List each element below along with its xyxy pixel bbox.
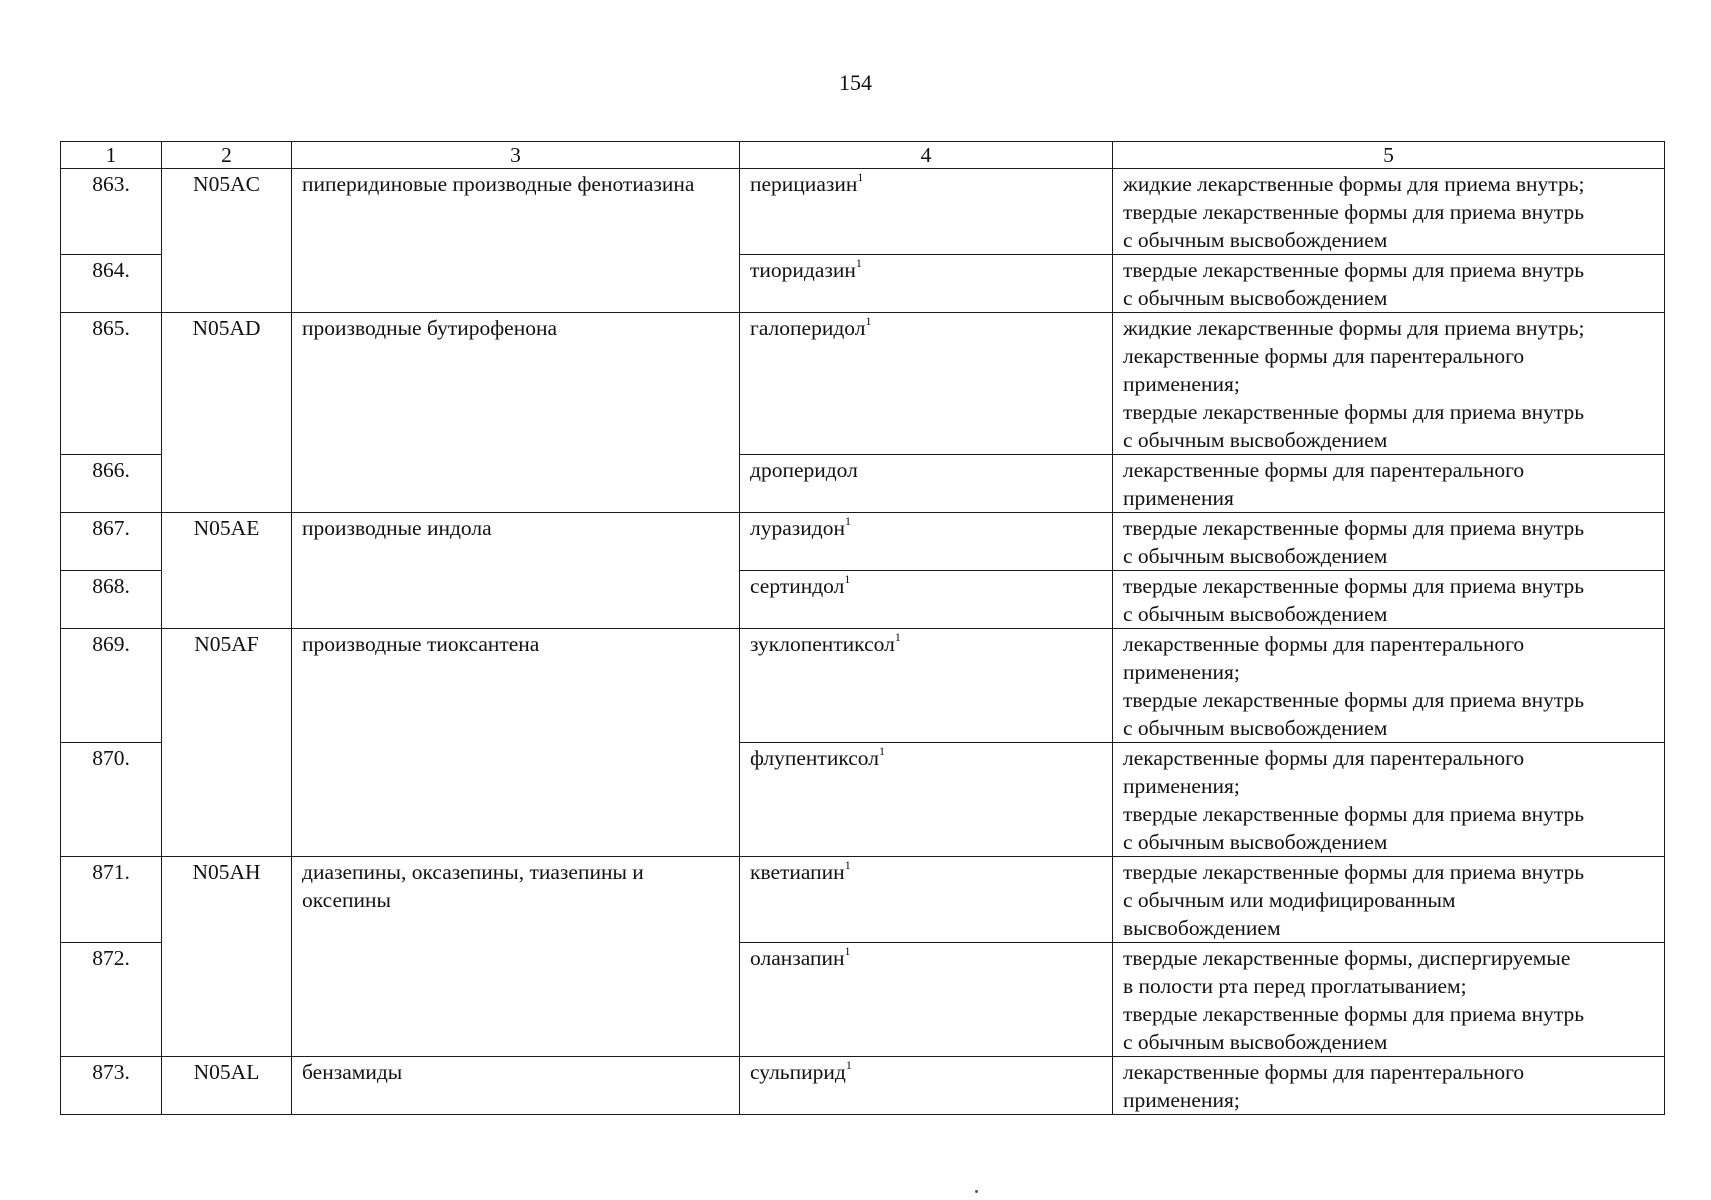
dosage-form-line: жидкие лекарственные формы для приема внутрь;	[1123, 172, 1585, 196]
page-number: 154	[839, 70, 872, 95]
row-number: 866.	[61, 455, 162, 513]
dosage-form-line: твердые лекарственные формы для приема внутрь	[1123, 802, 1585, 826]
table-header-row	[61, 142, 1665, 169]
dosage-forms	[1113, 313, 1665, 455]
scan-speck	[975, 1190, 978, 1193]
atc-code: N05AD	[162, 313, 292, 513]
drug-name: луразидон	[750, 516, 845, 540]
column-header: 4	[740, 142, 1113, 169]
footnote-marker: 1	[844, 513, 851, 528]
dosage-form-line: с обычным или модифицированным	[1123, 888, 1456, 912]
drug-name: зуклопентиксол	[750, 632, 895, 656]
dosage-forms	[1113, 455, 1665, 513]
dosage-form-line: с обычным высвобождением	[1123, 602, 1388, 626]
dosage-form-line: применения;	[1123, 774, 1240, 798]
row-number: 871.	[61, 857, 162, 943]
dosage-form-line: с обычным высвобождением	[1123, 830, 1388, 854]
dosage-forms	[1113, 169, 1665, 255]
table-row	[61, 857, 1665, 943]
drug-cell	[740, 455, 1113, 513]
footnote-marker: 1	[894, 629, 901, 644]
drug-cell	[740, 743, 1113, 857]
drug-cell	[740, 629, 1113, 743]
drug-cell	[740, 1057, 1113, 1115]
drug-name: оланзапин	[750, 946, 845, 970]
dosage-form-line: твердые лекарственные формы для приема внутрь	[1123, 688, 1585, 712]
pharmacological-group: бензамиды	[292, 1057, 740, 1115]
dosage-form-line: твердые лекарственные формы для приема внутрь	[1123, 860, 1585, 884]
row-number: 867.	[61, 513, 162, 571]
dosage-form-line: в полости рта перед проглатыванием;	[1123, 974, 1467, 998]
dosage-forms	[1113, 943, 1665, 1057]
column-header: 5	[1113, 142, 1665, 169]
dosage-form-line: применения;	[1123, 372, 1240, 396]
footnote-marker: 1	[855, 255, 862, 270]
dosage-forms	[1113, 571, 1665, 629]
drug-name: кветиапин	[750, 860, 845, 884]
row-number: 872.	[61, 943, 162, 1057]
column-header: 3	[292, 142, 740, 169]
dosage-form-line: с обычным высвобождением	[1123, 544, 1388, 568]
table-row	[61, 313, 1665, 455]
drug-cell	[740, 571, 1113, 629]
pharmacological-group: производные бутирофенона	[292, 313, 740, 513]
row-number: 870.	[61, 743, 162, 857]
drug-name: сертиндол	[750, 574, 845, 598]
dosage-form-line: применения;	[1123, 660, 1240, 684]
drug-name: сульпирид	[750, 1060, 846, 1084]
dosage-form-line: применения;	[1123, 1088, 1240, 1112]
dosage-form-line: лекарственные формы для парентерального	[1123, 344, 1525, 368]
drug-name: дроперидол	[750, 458, 858, 482]
pharmacological-group: пиперидиновые производные фенотиазина	[292, 169, 740, 313]
pharmacological-group: диазепины, оксазепины, тиазепины и оксепины	[292, 857, 740, 1057]
row-number: 873.	[61, 1057, 162, 1115]
dosage-form-line: с обычным высвобождением	[1123, 1030, 1388, 1054]
dosage-forms	[1113, 629, 1665, 743]
row-number: 863.	[61, 169, 162, 255]
atc-code: N05AE	[162, 513, 292, 629]
drug-cell	[740, 255, 1113, 313]
drug-cell	[740, 857, 1113, 943]
footnote-marker: 1	[865, 313, 872, 328]
table-row	[61, 1057, 1665, 1115]
dosage-forms	[1113, 857, 1665, 943]
dosage-form-line: твердые лекарственные формы для приема внутрь	[1123, 574, 1585, 598]
footnote-marker: 1	[844, 943, 851, 958]
pharmacological-group: производные индола	[292, 513, 740, 629]
atc-code: N05AC	[162, 169, 292, 313]
drug-name: флупентиксол	[750, 746, 879, 770]
dosage-forms	[1113, 513, 1665, 571]
table-body	[61, 169, 1665, 1115]
column-header: 2	[162, 142, 292, 169]
drug-table	[60, 141, 1665, 1115]
dosage-form-line: с обычным высвобождением	[1123, 286, 1388, 310]
atc-code: N05AF	[162, 629, 292, 857]
drug-name: галоперидол	[750, 316, 866, 340]
row-number: 865.	[61, 313, 162, 455]
footnote-marker: 1	[857, 169, 864, 184]
dosage-form-line: лекарственные формы для парентерального	[1123, 632, 1525, 656]
column-header: 1	[61, 142, 162, 169]
drug-name: перициазин	[750, 172, 858, 196]
footnote-marker: 1	[845, 1057, 852, 1072]
table-row	[61, 169, 1665, 255]
drug-cell	[740, 313, 1113, 455]
dosage-form-line: твердые лекарственные формы для приема внутрь	[1123, 400, 1585, 424]
dosage-form-line: твердые лекарственные формы для приема внутрь	[1123, 200, 1585, 224]
drug-cell	[740, 169, 1113, 255]
dosage-form-line: твердые лекарственные формы для приема внутрь	[1123, 1002, 1585, 1026]
table-row	[61, 513, 1665, 571]
dosage-form-line: твердые лекарственные формы, диспергируемые	[1123, 946, 1571, 970]
dosage-form-line: жидкие лекарственные формы для приема внутрь;	[1123, 316, 1585, 340]
dosage-form-line: высвобождением	[1123, 916, 1281, 940]
dosage-form-line: с обычным высвобождением	[1123, 228, 1388, 252]
dosage-form-line: лекарственные формы для парентерального	[1123, 458, 1525, 482]
dosage-form-line: лекарственные формы для парентерального	[1123, 1060, 1525, 1084]
row-number: 864.	[61, 255, 162, 313]
drug-cell	[740, 943, 1113, 1057]
dosage-form-line: применения	[1123, 486, 1234, 510]
dosage-form-line: твердые лекарственные формы для приема внутрь	[1123, 258, 1585, 282]
dosage-forms	[1113, 1057, 1665, 1115]
drug-name: тиоридазин	[750, 258, 856, 282]
atc-code: N05AH	[162, 857, 292, 1057]
row-number: 869.	[61, 629, 162, 743]
dosage-form-line: лекарственные формы для парентерального	[1123, 746, 1525, 770]
drug-cell	[740, 513, 1113, 571]
footnote-marker: 1	[844, 857, 851, 872]
dosage-forms	[1113, 743, 1665, 857]
pharmacological-group: производные тиоксантена	[292, 629, 740, 857]
footnote-marker: 1	[844, 571, 851, 586]
footnote-marker: 1	[878, 743, 885, 758]
dosage-form-line: с обычным высвобождением	[1123, 428, 1388, 452]
dosage-forms	[1113, 255, 1665, 313]
atc-code: N05AL	[162, 1057, 292, 1115]
dosage-form-line: с обычным высвобождением	[1123, 716, 1388, 740]
row-number: 868.	[61, 571, 162, 629]
table-row	[61, 629, 1665, 743]
dosage-form-line: твердые лекарственные формы для приема внутрь	[1123, 516, 1585, 540]
